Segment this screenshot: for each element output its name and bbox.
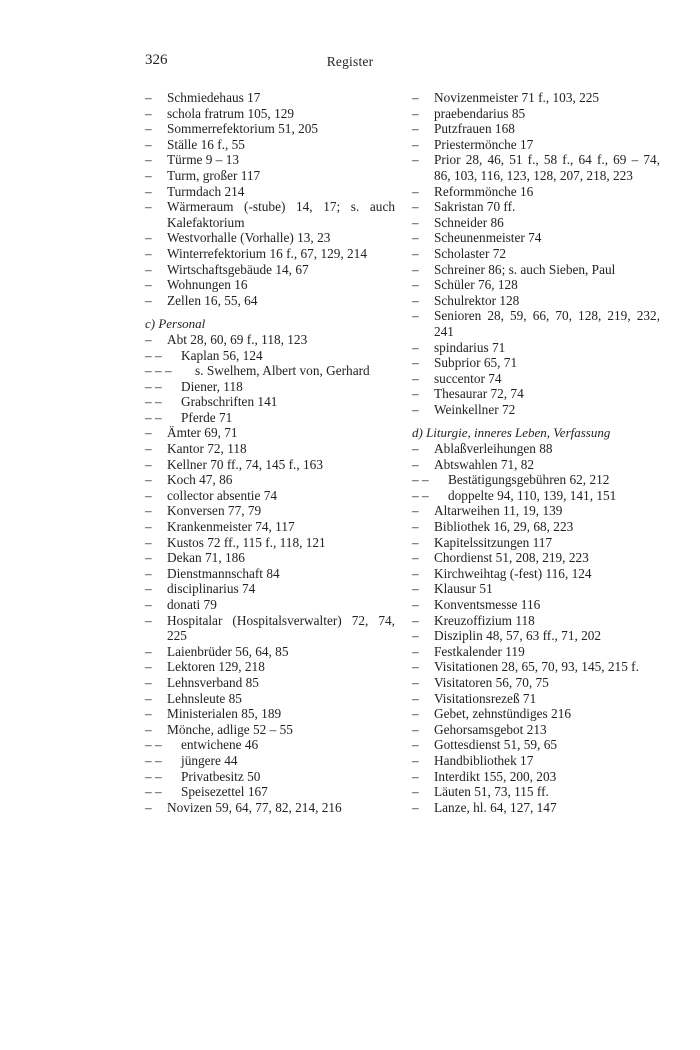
index-entry [412, 293, 660, 309]
entry-dash: – [145, 261, 152, 277]
index-entry [412, 535, 660, 551]
index-entry [412, 215, 660, 231]
index-entry [412, 488, 660, 504]
index-entry [145, 503, 395, 519]
entry-text: Hospitalar (Hospitalsverwalter) 72, 74, 225 [167, 612, 395, 644]
index-entry [145, 199, 395, 230]
index-entry [145, 613, 395, 644]
entry-dash: – [412, 136, 419, 152]
index-entry [145, 566, 395, 582]
index-entry [412, 246, 660, 262]
section-heading: d) Liturgie, inneres Leben, Verfassung [412, 425, 611, 441]
index-entry [145, 488, 395, 504]
entry-text: Interdikt 155, 200, 203 [434, 768, 557, 784]
entry-text: Lehnsleute 85 [167, 690, 242, 706]
index-entry [412, 230, 660, 246]
index-entry [145, 410, 395, 426]
entry-text: Chordienst 51, 208, 219, 223 [434, 550, 589, 566]
entry-text: Kellner 70 ff., 74, 145 f., 163 [167, 456, 323, 472]
index-entry [412, 706, 660, 722]
entry-text: Scholaster 72 [434, 245, 507, 261]
index-entry [145, 106, 395, 122]
entry-dash: – [145, 597, 152, 612]
entry-dash: – [412, 581, 419, 597]
index-entry [412, 519, 660, 535]
entry-text: Thesaurar 72, 74 [434, 386, 524, 402]
index-entry [145, 550, 395, 566]
index-entry [412, 691, 660, 707]
entry-text: Weinkellner 72 [434, 401, 516, 417]
entry-dash: – [145, 721, 152, 737]
index-entry [145, 737, 395, 753]
entry-text: Kaplan 56, 124 [181, 347, 263, 363]
entry-dash: – [412, 690, 419, 706]
entry-dash: – [145, 90, 152, 105]
entry-text: Laienbrüder 56, 64, 85 [167, 643, 289, 659]
index-entry [145, 691, 395, 707]
index-entry [145, 379, 395, 395]
entry-dash: – [412, 643, 419, 659]
entry-dash: – [412, 565, 419, 581]
entry-text: Turm, großer 117 [167, 167, 261, 183]
entry-dash: – [412, 355, 419, 371]
entry-text: Handbibliothek 17 [434, 752, 534, 768]
entry-text: Gehorsamsgebot 213 [434, 721, 547, 737]
entry-text: Konversen 77, 79 [167, 503, 262, 519]
entry-dash: – [145, 565, 152, 581]
index-entry [412, 121, 660, 137]
entry-dash: – [412, 370, 419, 386]
index-entry [412, 402, 660, 418]
entry-text: Lehnsverband 85 [167, 674, 259, 690]
entry-dash: – – [145, 409, 162, 425]
index-entry [145, 332, 395, 348]
index-entry [145, 168, 395, 184]
index-entry [145, 90, 395, 106]
index-entry [412, 753, 660, 769]
entry-dash: – – [412, 487, 429, 503]
index-entry [412, 550, 660, 566]
entry-text: Ställe 16 f., 55 [167, 136, 245, 152]
index-entry [412, 503, 660, 519]
entry-dash: – [412, 214, 419, 230]
index-entry [412, 784, 660, 800]
entry-dash: – [412, 261, 419, 277]
entry-text: Wohnungen 16 [167, 277, 248, 293]
entry-dash: – [412, 550, 419, 566]
entry-dash: – [145, 581, 152, 597]
entry-text: Schüler 76, 128 [434, 277, 518, 293]
entry-text: Schreiner 86; s. auch Sieben, Paul [434, 261, 616, 277]
entry-dash: – [412, 768, 419, 784]
entry-text: disciplinarius 74 [167, 581, 256, 597]
entry-text: doppelte 94, 110, 139, 141, 151 [448, 487, 617, 503]
index-column-left [145, 90, 395, 815]
entry-dash: – [412, 659, 419, 675]
index-entry [145, 706, 395, 722]
entry-dash: – [412, 183, 419, 199]
entry-text: spindarius 71 [434, 339, 506, 355]
index-entry [412, 769, 660, 785]
entry-text: Prior 28, 46, 51 f., 58 f., 64 f., 69 – 74, 86, 103, 116, 123, 128, 207, 218, 223 [434, 152, 660, 183]
entry-dash: – [412, 519, 419, 535]
index-entry [412, 457, 660, 473]
entry-dash: – [412, 152, 419, 168]
entry-dash: – – – [145, 363, 172, 379]
index-entry [412, 566, 660, 582]
index-entry [145, 441, 395, 457]
entry-text: Schneider 86 [434, 214, 504, 230]
index-entry [412, 152, 660, 183]
index-entry [412, 628, 660, 644]
entry-dash: – [412, 799, 419, 815]
entry-text: Altarweihen 11, 19, 139 [434, 503, 563, 519]
index-entry [412, 659, 660, 675]
index-entry [145, 722, 395, 738]
entry-dash: – [412, 721, 419, 737]
running-head: Register [326, 54, 374, 69]
entry-text: Dekan 71, 186 [167, 550, 245, 566]
index-entry [412, 441, 660, 457]
index-entry [412, 737, 660, 753]
entry-dash: – [145, 472, 152, 488]
entry-text: Winterrefektorium 16 f., 67, 129, 214 [167, 245, 367, 261]
index-entry [145, 784, 395, 800]
entry-text: Wärmeraum (-stube) 14, 17; s. auch Kalefaktorium [167, 199, 395, 230]
entry-text: jüngere 44 [181, 752, 238, 768]
index-entry [145, 121, 395, 137]
entry-text: Kirchweihtag (-fest) 116, 124 [434, 565, 592, 581]
index-entry [145, 293, 395, 309]
entry-text: Koch 47, 86 [167, 472, 233, 488]
entry-dash: – [145, 799, 152, 815]
entry-text: Kantor 72, 118 [167, 441, 247, 457]
entry-dash: – [145, 674, 152, 690]
entry-dash: – – [145, 784, 162, 800]
entry-dash: – [145, 503, 152, 519]
index-entry [412, 644, 660, 660]
index-entry [412, 371, 660, 387]
index-entry [145, 246, 395, 262]
entry-text: Putzfrauen 168 [434, 121, 515, 137]
section-heading: c) Personal [145, 316, 206, 332]
entry-dash: – [145, 152, 152, 168]
index-entry [412, 90, 660, 106]
entry-text: Kustos 72 ff., 115 f., 118, 121 [167, 534, 326, 550]
entry-dash: – [412, 737, 419, 753]
entry-text: Konventsmesse 116 [434, 597, 541, 612]
entry-dash: – – [145, 737, 162, 753]
index-entry [145, 457, 395, 473]
index-entry [412, 199, 660, 215]
entry-dash: – [412, 441, 419, 457]
index-entry [145, 597, 395, 613]
entry-text: Visitationen 28, 65, 70, 93, 145, 215 f. [434, 659, 639, 675]
entry-text: Visitatoren 56, 70, 75 [434, 674, 549, 690]
index-entry [412, 262, 660, 278]
entry-dash: – [145, 331, 152, 347]
entry-dash: – [145, 706, 152, 722]
entry-dash: – – [412, 472, 429, 488]
entry-text: Krankenmeister 74, 117 [167, 519, 295, 535]
entry-text: Visitationsrezeß 71 [434, 690, 537, 706]
entry-dash: – [145, 292, 152, 308]
entry-text: Ämter 69, 71 [167, 425, 238, 441]
entry-dash: – [412, 597, 419, 612]
entry-text: Bibliothek 16, 29, 68, 223 [434, 519, 574, 535]
entry-dash: – [412, 199, 419, 215]
index-entry [412, 675, 660, 691]
index-entry [145, 519, 395, 535]
entry-dash: – [412, 706, 419, 722]
entry-text: Dienstmannschaft 84 [167, 565, 280, 581]
index-entry [145, 675, 395, 691]
entry-dash: – – [145, 394, 162, 410]
entry-text: Novizenmeister 71 f., 103, 225 [434, 90, 600, 105]
index-entry [412, 137, 660, 153]
index-entry [412, 597, 660, 613]
entry-dash: – – [145, 347, 162, 363]
entry-text: Privatbesitz 50 [181, 768, 261, 784]
index-entry [412, 340, 660, 356]
entry-dash: – [412, 401, 419, 417]
entry-text: Abt 28, 60, 69 f., 118, 123 [167, 331, 308, 347]
entry-dash: – [412, 386, 419, 402]
index-entry [145, 659, 395, 675]
entry-dash: – [412, 752, 419, 768]
entry-text: Subprior 65, 71 [434, 355, 518, 371]
entry-dash: – [145, 167, 152, 183]
entry-text: Ablaßverleihungen 88 [434, 441, 553, 457]
entry-text: Kreuzoffizium 118 [434, 612, 535, 628]
index-entry [145, 348, 395, 364]
entry-text: Ministerialen 85, 189 [167, 706, 282, 722]
entry-dash: – [145, 690, 152, 706]
entry-text: s. Swelhem, Albert von, Gerhard [195, 363, 370, 379]
entry-text: Speisezettel 167 [181, 784, 268, 800]
entry-text: Abtswahlen 71, 82 [434, 456, 535, 472]
index-column-right [412, 90, 660, 815]
entry-dash: – [412, 105, 419, 121]
index-entry [412, 184, 660, 200]
entry-text: Gebet, zehnstündiges 216 [434, 706, 572, 722]
index-entry [145, 472, 395, 488]
entry-dash: – [145, 534, 152, 550]
entry-text: Lanze, hl. 64, 127, 147 [434, 799, 557, 815]
index-entry [412, 386, 660, 402]
entry-dash: – [412, 277, 419, 293]
entry-text: Läuten 51, 73, 115 ff. [434, 784, 549, 800]
entry-dash: – [412, 674, 419, 690]
index-entry [412, 581, 660, 597]
entry-text: praebendarius 85 [434, 105, 526, 121]
entry-text: Diener, 118 [181, 378, 243, 394]
entry-text: Reformmönche 16 [434, 183, 534, 199]
index-entry [145, 262, 395, 278]
entry-text: Türme 9 – 13 [167, 152, 240, 168]
index-entry [145, 152, 395, 168]
entry-dash: – [145, 121, 152, 137]
entry-text: Klausur 51 [434, 581, 493, 597]
entry-dash: – [145, 659, 152, 675]
entry-text: Festkalender 119 [434, 643, 525, 659]
entry-text: Priestermönche 17 [434, 136, 534, 152]
entry-text: Kapitelssitzungen 117 [434, 534, 553, 550]
entry-dash: – [412, 339, 419, 355]
entry-text: Schmiedehaus 17 [167, 90, 261, 105]
entry-dash: – [145, 612, 152, 628]
entry-dash: – [412, 90, 419, 105]
entry-dash: – [145, 277, 152, 293]
index-entry [145, 137, 395, 153]
index-entry [412, 472, 660, 488]
entry-text: Bestätigungsgebühren 62, 212 [448, 472, 610, 488]
entry-dash: – [145, 230, 152, 246]
entry-dash: – [145, 183, 152, 199]
entry-dash: – [145, 643, 152, 659]
index-entry [145, 425, 395, 441]
index-entry [145, 277, 395, 293]
entry-dash: – [145, 425, 152, 441]
entry-text: Senioren 28, 59, 66, 70, 128, 219, 232, 241 [434, 308, 660, 339]
entry-text: Turmdach 214 [167, 183, 245, 199]
entry-dash: – [145, 550, 152, 566]
entry-text: entwichene 46 [181, 737, 259, 753]
index-entry [145, 769, 395, 785]
entry-text: Lektoren 129, 218 [167, 659, 265, 675]
entry-dash: – [412, 121, 419, 137]
entry-text: Wirtschaftsgebäude 14, 67 [167, 261, 309, 277]
index-entry [412, 800, 660, 816]
index-entry [145, 394, 395, 410]
entry-text: Scheunenmeister 74 [434, 230, 542, 246]
entry-dash: – [412, 784, 419, 800]
entry-text: Novizen 59, 64, 77, 82, 214, 216 [167, 799, 342, 815]
entry-dash: – [145, 456, 152, 472]
index-entry [145, 230, 395, 246]
entry-dash: – [412, 292, 419, 308]
entry-text: Zellen 16, 55, 64 [167, 292, 258, 308]
entry-dash: – [145, 136, 152, 152]
entry-text: succentor 74 [434, 370, 502, 386]
index-entry [145, 363, 395, 379]
entry-text: Grabschriften 141 [181, 394, 278, 410]
entry-dash: – [412, 612, 419, 628]
entry-dash: – [145, 245, 152, 261]
index-entry [145, 753, 395, 769]
index-entry [412, 106, 660, 122]
entry-dash: – [145, 199, 152, 215]
index-entry [412, 308, 660, 339]
entry-dash: – [412, 230, 419, 246]
entry-text: Westvorhalle (Vorhalle) 13, 23 [167, 230, 331, 246]
entry-text: Disziplin 48, 57, 63 ff., 71, 202 [434, 628, 602, 644]
entry-dash: – [145, 487, 152, 503]
index-entry [412, 355, 660, 371]
entry-dash: – [412, 456, 419, 472]
index-entry [412, 277, 660, 293]
entry-dash: – [145, 519, 152, 535]
page-number: 326 [145, 52, 168, 68]
entry-text: Schulrektor 128 [434, 292, 520, 308]
entry-text: schola fratrum 105, 129 [167, 105, 295, 121]
entry-dash: – [412, 628, 419, 644]
index-entry [412, 722, 660, 738]
entry-dash: – – [145, 752, 162, 768]
entry-dash: – [412, 503, 419, 519]
entry-text: Mönche, adlige 52 – 55 [167, 721, 293, 737]
index-entry [145, 644, 395, 660]
entry-dash: – – [145, 768, 162, 784]
entry-dash: – [412, 308, 419, 324]
index-entry [145, 184, 395, 200]
entry-text: collector absentie 74 [167, 487, 278, 503]
entry-dash: – [412, 534, 419, 550]
index-entry [145, 535, 395, 551]
entry-dash: – [145, 441, 152, 457]
index-entry [145, 800, 395, 816]
entry-dash: – [145, 105, 152, 121]
entry-dash: – – [145, 378, 162, 394]
entry-text: Sakristan 70 ff. [434, 199, 516, 215]
entry-text: Pferde 71 [181, 409, 233, 425]
entry-text: Sommerrefektorium 51, 205 [167, 121, 319, 137]
index-entry [145, 581, 395, 597]
entry-text: Gottesdienst 51, 59, 65 [434, 737, 557, 753]
index-entry [412, 613, 660, 629]
entry-dash: – [412, 245, 419, 261]
entry-text: donati 79 [167, 597, 217, 612]
